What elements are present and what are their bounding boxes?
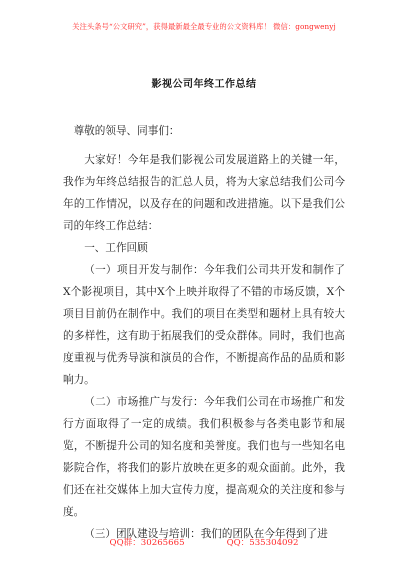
paragraph-intro: 大家好！今年是我们影视公司发展道路上的关键一年，我作为年终总结报告的汇总人员，将为大家总结我们公司今年的工作情况，以及存在的问题和改进措施。以下是我们公司的年终工作总结： [63,154,345,232]
promo-header: 关注头条号“公文研究”，获得最新最全最专业的公文资料库！ 微信：gongwenyj [72,22,336,31]
greeting: 尊敬的领导、同事们： [73,125,180,137]
document-title: 影视公司年终工作总结 [151,79,257,90]
paragraph-project-development: （一）项目开发与制作：今年我们公司共开发和制作了X个影视项目，其中X个上映并取得了不错的市场反馈，X个项目目前仍在制作中。我们的项目在类型和题材上具有较大的多样性，这有助于拓展我们的受众群体。同时，我们也高度重视与优秀导演和演员的合作，不断提高作品的品质和影响力。 [63,264,345,386]
paragraph-marketing: （二）市场推广与发行：今年我们公司在市场推广和发行方面取得了一定的成绩。我们积极参与各类电影节和展览，不断提升公司的知名度和美誉度。我们也与一些知名电影院合作，将我们的影片放映在更多的观众面前。此外，我们还在社交媒体上加大宣传力度，提高观众的关注度和参与度。 [63,396,345,518]
section-heading: 一、工作回顾 [84,242,148,254]
qq-group: QQ群：30265665 [109,538,185,548]
document-body [63,120,345,545]
paragraph-team-building: （三）团队建设与培训：我们的团队在今年得到了进 [84,528,328,540]
promo-footer [0,536,408,548]
qq-number: QQ：535304092 [226,538,299,548]
